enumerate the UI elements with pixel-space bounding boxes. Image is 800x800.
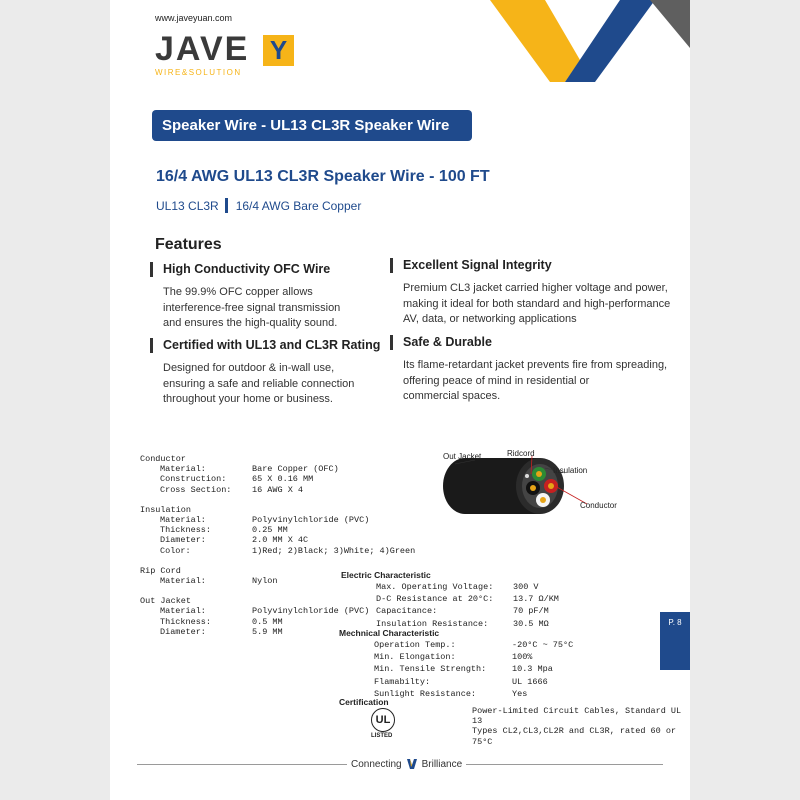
logo-wordmark: JAVE: [155, 30, 250, 68]
spec-group-title: Rip Cord: [140, 565, 181, 576]
spec-table: Operation Temp.: -20°C ~ 75°C Min. Elongation: 100% Min. Tensile Strength: 10.3 Mpa Flamabilty: UL 1666 Sunlight Resistance: Yes: [374, 640, 574, 699]
features-heading: Features: [155, 236, 222, 253]
feature-item: [150, 338, 390, 408]
page-number: P. 8: [660, 612, 690, 670]
decorative-stripes: [490, 0, 690, 82]
product-title: 16/4 AWG UL13 CL3R Speaker Wire - 100 FT: [156, 168, 490, 185]
tag-material: 16/4 AWG Bare Copper: [235, 198, 362, 213]
feature-title: Safe & Durable: [390, 335, 675, 350]
mechanical-characteristics: [339, 628, 575, 701]
spec-group-title: Out Jacket: [140, 596, 192, 607]
ul-logo-icon: UL: [371, 708, 395, 732]
ul-listed-mark: [371, 708, 397, 739]
feature-body: The 99.9% OFC copper allows interference-free signal transmission and ensures the high-quality sound.: [163, 286, 341, 329]
spec-table: Max. Operating Voltage: 300 V D-C Resistance at 20°C: 13.7 Ω/KM Capacitance: 70 pF/M Insulation Resistance: 30.5 MΩ: [376, 582, 559, 629]
logo-mark: Y: [263, 35, 294, 66]
tag-rating: UL13 CL3R: [156, 198, 219, 213]
feature-item: [390, 335, 675, 405]
label-insulation: Insulation: [553, 466, 588, 475]
label-conductor: Conductor: [580, 501, 617, 510]
spec-table: Material: Nylon: [160, 576, 278, 587]
footer-slogan: Connecting Brilliance: [347, 758, 466, 770]
spec-group-title: Electric Characteristic: [341, 570, 431, 580]
cable-cross-section-illustration: [435, 448, 635, 538]
feature-title: Excellent Signal Integrity: [390, 258, 675, 273]
feature-body: Designed for outdoor & in-wall use, ensuring a safe and reliable connection throughout your home or business.: [163, 362, 355, 405]
feature-item: [390, 258, 675, 328]
label-out-jacket: Out Jacket: [443, 452, 482, 461]
label-ripcord: Ridcord: [507, 449, 535, 458]
electric-characteristics: [341, 570, 561, 631]
section-banner: Speaker Wire - UL13 CL3R Speaker Wire: [152, 110, 472, 141]
logo-tagline: WIRE&SOLUTION: [155, 68, 242, 77]
tag-divider: [225, 198, 228, 213]
spec-group-title: Conductor: [140, 454, 186, 464]
product-tags: [156, 198, 361, 213]
certification-title: Certification: [339, 697, 389, 707]
brand-mark-icon: [406, 758, 418, 770]
spec-table: Material: Polyvinylchloride (PVC) Thickness: 0.25 MM Diameter: 2.0 MM X 4C Color: 1)Red; 2)Black; 3)White; 4)Green: [160, 515, 416, 556]
spec-table: Material: Polyvinylchloride (PVC) Thickness: 0.5 MM Diameter: 5.9 MM: [160, 606, 370, 637]
spec-table: Material: Bare Copper (OFC) Construction: 65 X 0.16 MM Cross Section: 16 AWG X 4: [160, 464, 339, 495]
ul-listed-label: LISTED: [371, 733, 393, 739]
certification-text: Power-Limited Circuit Cables, Standard UL 13 Types CL2,CL3,CL2R and CL3R, rated 60 or 75°C: [472, 706, 682, 747]
feature-title: High Conductivity OFC Wire: [150, 262, 390, 277]
feature-body: Premium CL3 jacket carried higher voltage and power, making it ideal for both standard and high-performance AV, data, or networking applications: [403, 282, 671, 325]
spec-group-title: Insulation: [140, 504, 192, 515]
feature-body: Its flame-retardant jacket prevents fire from spreading, offering peace of mind in residential or commercial spaces.: [403, 359, 668, 402]
website-url[interactable]: www.javeyuan.com: [155, 13, 233, 23]
feature-title: Certified with UL13 and CL3R Rating: [150, 338, 390, 353]
spec-group-title: Mechnical Characteristic: [339, 628, 440, 638]
feature-item: [150, 262, 390, 332]
brochure-page: [110, 0, 690, 800]
